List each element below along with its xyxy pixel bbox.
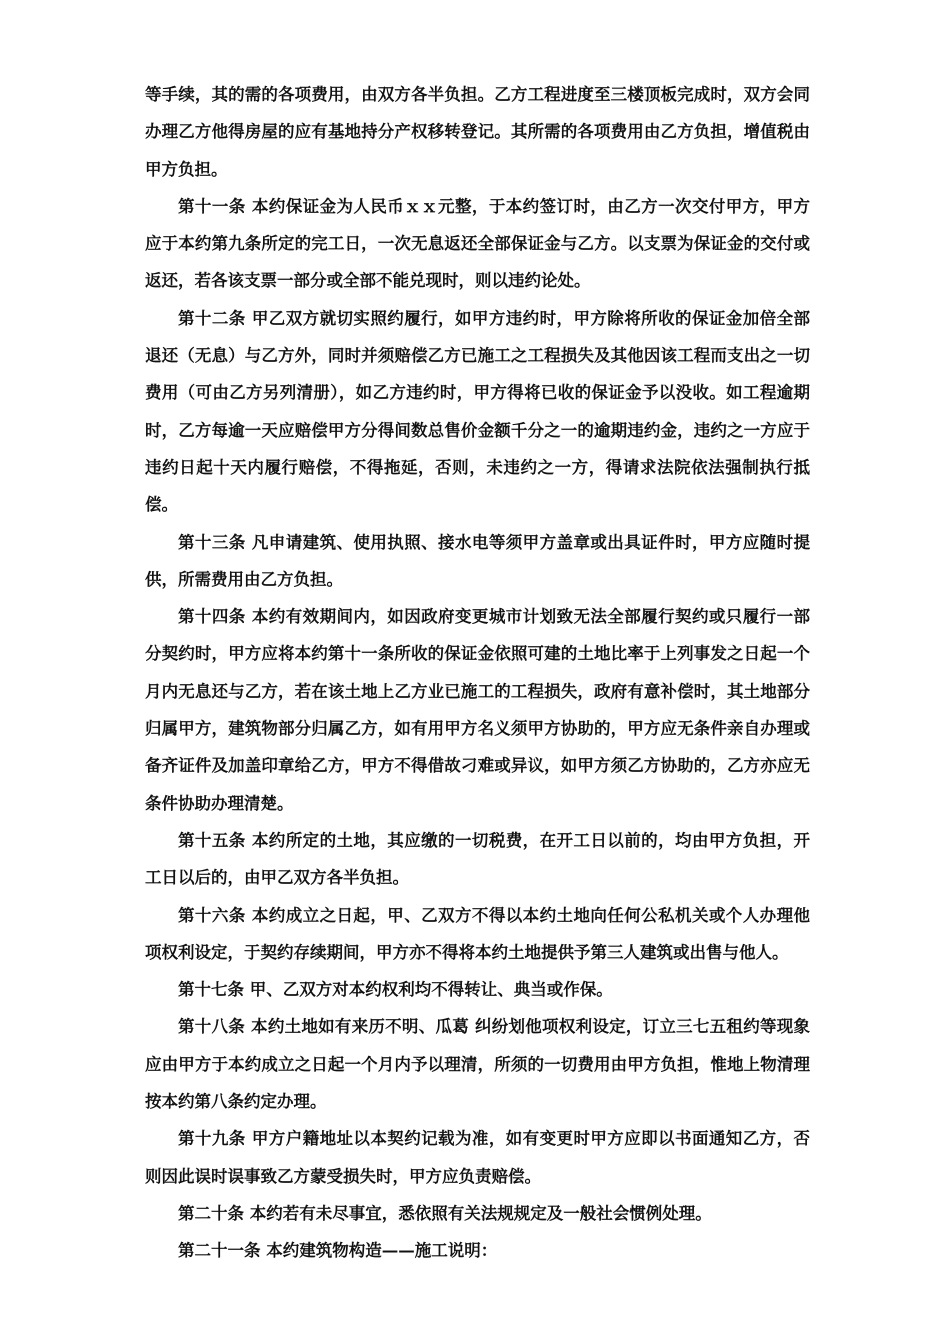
article-16: 第十六条 本约成立之日起，甲、乙双方不得以本约土地向任何公私机关或个人办理他项权利设定，于契约存续期间，甲方亦不得将本约土地提供予第三人建筑或出售与他人。 <box>145 905 810 962</box>
document-body <box>145 76 810 1270</box>
article-18: 第十八条 本约土地如有来历不明、瓜葛 纠纷划他项权利设定，订立三七五租约等现象应由甲方于本约成立之日起一个月内予以理清，所须的一切费用由甲方负担，惟地上物清理按本约第八条约定办理。 <box>145 1017 810 1112</box>
paragraph-continuation: 等手续，其的需的各项费用，由双方各半负担。乙方工程进度至三楼顶板完成时，双方会同办理乙方他得房屋的应有基地持分产权移转登记。其所需的各项费用由乙方负担，增值税由甲方负担。 <box>145 85 810 179</box>
article-19: 第十九条 甲方户籍地址以本契约记载为准，如有变更时甲方应即以书面通知乙方，否则因此误时误事致乙方蒙受损失时，甲方应负责赔偿。 <box>145 1129 810 1186</box>
article-15: 第十五条 本约所定的土地，其应缴的一切税费，在开工日以前的，均由甲方负担，开工日以后的，由甲乙双方各半负担。 <box>145 830 810 888</box>
article-11: 第十一条 本约保证金为人民币ｘｘ元整，于本约签订时，由乙方一次交付甲方，甲方应于本约第九条所定的完工日，一次无息返还全部保证金与乙方。以支票为保证金的交付或返还，若各该支票一部分或全部不能兑现时，则以违约论处。 <box>145 196 810 291</box>
article-17: 第十七条 甲、乙双方对本约权利均不得转让、典当或作保。 <box>178 980 613 1000</box>
article-12: 第十二条 甲乙双方就切实照约履行，如甲方违约时，甲方除将所收的保证金加倍全部退还（无息）与乙方外，同时并须赔偿乙方已施工之工程损失及其他因该工程而支出之一切费用（可由乙方另列清册），如乙方违约时，甲方得将已收的保证金予以没收。如工程逾期时，乙方每逾一天应赔偿甲方分得间数总售价金额千分之一的逾期违约金，违约之一方应于违约日起十天内履行赔偿，不得拖延，否则，未违约之一方，得请求法院依法强制执行抵偿。 <box>145 308 810 515</box>
article-14: 第十四条 本约有效期间内，如因政府变更城市计划致无法全部履行契约或只履行一部分契约时，甲方应将本约第十一条所收的保证金依照可建的土地比率于上列事发之日起一个月内无息还与乙方，若在该土地上乙方业已施工的工程损失，政府有意补偿时，其土地部分归属甲方，建筑物部分归属乙方，如有用甲方名义须甲方协助的，甲方应无条件亲自办理或备齐证件及加盖印章给乙方，甲方不得借故刁难或异议，如甲方须乙方协助的，乙方亦应无条件协助办理清楚。 <box>145 607 810 813</box>
article-20: 第二十条 本约若有未尽事宜，悉依照有关法规规定及一般社会惯例处理。 <box>178 1203 712 1223</box>
article-13: 第十三条 凡申请建筑、使用执照、接水电等须甲方盖章或出具证件时，甲方应随时提供，所需费用由乙方负担。 <box>145 532 810 589</box>
article-21: 第二十一条 本约建筑物构造——施工说明： <box>178 1241 498 1261</box>
